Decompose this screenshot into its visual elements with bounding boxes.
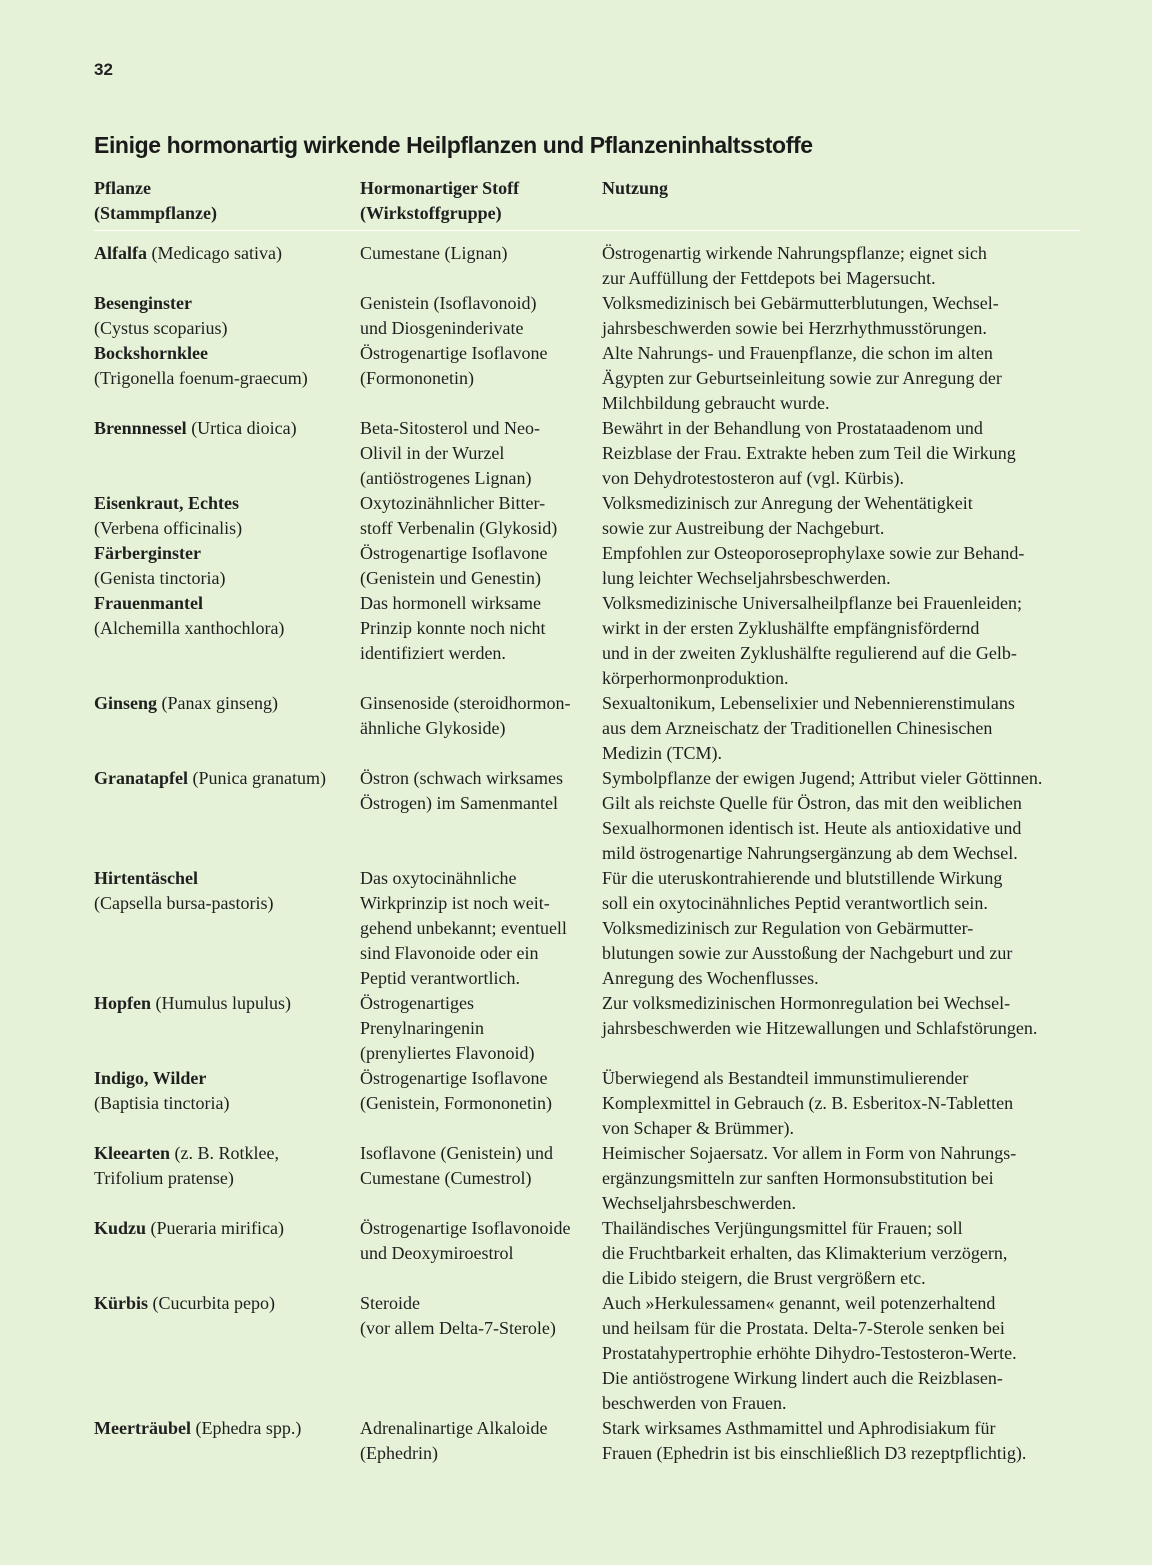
usage-line: wirkt in der ersten Zyklushälfte empfängnisfördernd [602, 618, 980, 638]
plant-name: Alfalfa [94, 243, 147, 263]
substance-line: Östrogenartige Isoflavone [360, 1068, 548, 1088]
substance-line: Beta-Sitosterol und Neo- [360, 418, 540, 438]
substance-cell [360, 291, 602, 341]
plant-latin-name: (Panax ginseng) [157, 693, 279, 713]
usage-line: von Dehydrotestosteron auf (vgl. Kürbis). [602, 468, 904, 488]
usage-cell [602, 416, 1080, 491]
usage-line: lung leichter Wechseljahrsbeschwerden. [602, 568, 891, 588]
substance-line: Steroide [360, 1293, 420, 1313]
plant-name: Besenginster [94, 293, 192, 313]
table-row [94, 291, 1080, 341]
usage-line: und in der zweiten Zyklushälfte regulierend auf die Gelb- [602, 643, 1017, 663]
substance-cell [360, 1141, 602, 1216]
plant-latin-name: (Alchemilla xanthochlora) [94, 618, 285, 638]
substance-line: und Deoxymiroestrol [360, 1243, 514, 1263]
usage-cell [602, 1141, 1080, 1216]
table-row [94, 1416, 1080, 1466]
usage-cell [602, 591, 1080, 691]
substance-cell [360, 541, 602, 591]
plant-line [94, 1216, 360, 1241]
substance-cell [360, 416, 602, 491]
usage-line: Milchbildung gebraucht wurde. [602, 393, 830, 413]
plant-name: Ginseng [94, 693, 158, 713]
plant-line [94, 866, 360, 891]
header-substance-line: Hormonartiger Stoff [360, 178, 520, 198]
substance-line: Wirkprinzip ist noch weit- [360, 893, 550, 913]
plant-cell [94, 991, 360, 1066]
usage-line: jahrsbeschwerden wie Hitzewallungen und Schlafstörungen. [602, 1018, 1038, 1038]
plant-line [94, 241, 360, 266]
usage-cell [602, 341, 1080, 416]
usage-cell [602, 766, 1080, 866]
usage-line: Stark wirksames Asthmamittel und Aphrodisiakum für [602, 1418, 996, 1438]
usage-line: Volksmedizinisch zur Regulation von Gebärmutter- [602, 918, 974, 938]
usage-line: soll ein oxytocinähnliches Peptid verantwortlich sein. [602, 893, 988, 913]
table-row [94, 991, 1080, 1066]
usage-cell [602, 1416, 1080, 1466]
usage-line: Gilt als reichste Quelle für Östron, das mit den weiblichen [602, 793, 1022, 813]
plant-latin-name: (Trigonella foenum-graecum) [94, 368, 308, 388]
plant-latin-name: (Cystus scoparius) [94, 318, 228, 338]
usage-line: zur Auffüllung der Fettdepots bei Magersucht. [602, 268, 936, 288]
plant-line [94, 1091, 360, 1116]
plant-latin-name: (z. B. Rotklee, [169, 1143, 279, 1163]
plant-latin-name: Trifolium pratense) [94, 1168, 234, 1188]
plant-cell [94, 291, 360, 341]
usage-line: Östrogenartig wirkende Nahrungspflanze; eignet sich [602, 243, 987, 263]
usage-line: Bewährt in der Behandlung von Prostataadenom und [602, 418, 983, 438]
substance-cell [360, 491, 602, 541]
substance-line: Prenylnaringenin [360, 1018, 484, 1038]
substance-line: gehend unbekannt; eventuell [360, 918, 567, 938]
substance-cell [360, 1291, 602, 1416]
page-number: 32 [94, 60, 113, 79]
plant-line [94, 691, 360, 716]
plant-line [94, 1141, 360, 1166]
plant-name: Granatapfel [94, 768, 188, 788]
substance-cell [360, 1066, 602, 1141]
plant-latin-name: (Baptisia tinctoria) [94, 1093, 230, 1113]
usage-cell [602, 691, 1080, 766]
usage-cell [602, 491, 1080, 541]
table-row [94, 1066, 1080, 1141]
usage-line: Die antiöstrogene Wirkung lindert auch die Reizblasen- [602, 1368, 1003, 1388]
plant-name: Bockshornklee [94, 343, 209, 363]
plant-cell [94, 1216, 360, 1291]
usage-line: Zur volksmedizinischen Hormonregulation bei Wechsel- [602, 993, 1011, 1013]
usage-cell [602, 1066, 1080, 1141]
table-row [94, 1216, 1080, 1291]
plant-latin-name: (Humulus lupulus) [151, 993, 292, 1013]
substance-cell [360, 766, 602, 866]
header-usage [602, 176, 1080, 226]
table-row [94, 1291, 1080, 1416]
substance-cell [360, 1216, 602, 1291]
plant-cell [94, 541, 360, 591]
table-row [94, 866, 1080, 991]
usage-line: Ägypten zur Geburtseinleitung sowie zur Anregung der [602, 368, 1002, 388]
plant-name: Indigo, Wilder [94, 1068, 207, 1088]
usage-line: Für die uteruskontrahierende und blutstillende Wirkung [602, 868, 1003, 888]
plant-latin-name: (Urtica dioica) [186, 418, 297, 438]
substance-cell [360, 241, 602, 291]
usage-line: Sexualtonikum, Lebenselixier und Nebennierenstimulans [602, 693, 1015, 713]
substance-line: stoff Verbenalin (Glykosid) [360, 518, 558, 538]
plant-cell [94, 491, 360, 541]
usage-line: und heilsam für die Prostata. Delta-7-Sterole senken bei [602, 1318, 1005, 1338]
usage-line: Frauen (Ephedrin ist bis einschließlich D3 rezeptpflichtig). [602, 1443, 1027, 1463]
substance-line: Isoflavone (Genistein) und [360, 1143, 553, 1163]
plant-name: Hirtentäschel [94, 868, 198, 888]
plant-name: Meerträubel [94, 1418, 191, 1438]
plant-line [94, 341, 360, 366]
substance-cell [360, 991, 602, 1066]
usage-line: ergänzungsmitteln zur sanften Hormonsubstitution bei [602, 1168, 994, 1188]
plant-line [94, 1291, 360, 1316]
substance-line: (vor allem Delta-7-Sterole) [360, 1318, 556, 1338]
substance-line: Peptid verantwortlich. [360, 968, 520, 988]
plant-line [94, 316, 360, 341]
plant-cell [94, 1141, 360, 1216]
usage-line: körperhormonproduktion. [602, 668, 789, 688]
plant-cell [94, 416, 360, 491]
header-plant-line: (Stammpflanze) [94, 203, 217, 223]
plant-name: Kudzu [94, 1218, 147, 1238]
usage-line: mild östrogenartige Nahrungsergänzung ab dem Wechsel. [602, 843, 1018, 863]
substance-line: Östrogen) im Samenmantel [360, 793, 558, 813]
usage-line: Alte Nahrungs- und Frauenpflanze, die schon im alten [602, 343, 993, 363]
table-row [94, 691, 1080, 766]
table-row [94, 416, 1080, 491]
plant-cell [94, 866, 360, 991]
plant-latin-name: (Genista tinctoria) [94, 568, 226, 588]
herb-table [94, 176, 1080, 1466]
page-title: Einige hormonartig wirkende Heilpflanzen und Pflanzeninhaltsstoffe [94, 132, 813, 158]
header-plant-line: Pflanze [94, 178, 151, 198]
usage-line: aus dem Arzneischatz der Traditionellen Chinesischen [602, 718, 993, 738]
plant-latin-name: (Medicago sativa) [147, 243, 282, 263]
substance-line: Cumestane (Lignan) [360, 243, 508, 263]
plant-line [94, 516, 360, 541]
substance-line: sind Flavonoide oder ein [360, 943, 539, 963]
plant-cell [94, 241, 360, 291]
usage-cell [602, 1216, 1080, 1291]
table-row [94, 541, 1080, 591]
plant-cell [94, 1291, 360, 1416]
usage-cell [602, 991, 1080, 1066]
usage-cell [602, 866, 1080, 991]
usage-line: die Fruchtbarkeit erhalten, das Klimakterium verzögern, [602, 1243, 1008, 1263]
plant-line [94, 991, 360, 1016]
plant-cell [94, 591, 360, 691]
substance-line: (prenyliertes Flavonoid) [360, 1043, 535, 1063]
usage-line: Anregung des Wochenflusses. [602, 968, 819, 988]
usage-line: Symbolpflanze der ewigen Jugend; Attribut vieler Göttinnen. [602, 768, 1043, 788]
header-substance-line: (Wirkstoffgruppe) [360, 203, 502, 223]
table-header [94, 176, 1080, 231]
plant-name: Eisenkraut, Echtes [94, 493, 240, 513]
usage-line: Volksmedizinisch bei Gebärmutterblutungen, Wechsel- [602, 293, 999, 313]
substance-cell [360, 691, 602, 766]
substance-cell [360, 341, 602, 416]
usage-line: Volksmedizinisch zur Anregung der Wehentätigkeit [602, 493, 973, 513]
usage-cell [602, 541, 1080, 591]
usage-line: Reizblase der Frau. Extrakte heben zum Teil die Wirkung [602, 443, 1016, 463]
substance-line: Adrenalinartige Alkaloide [360, 1418, 548, 1438]
usage-cell [602, 291, 1080, 341]
substance-line: (antiöstrogenes Lignan) [360, 468, 532, 488]
usage-line: Empfohlen zur Osteoporoseprophylaxe sowie zur Behand- [602, 543, 1025, 563]
plant-line [94, 491, 360, 516]
plant-line [94, 291, 360, 316]
substance-line: Prinzip konnte noch nicht [360, 618, 546, 638]
substance-line: (Genistein und Genestin) [360, 568, 541, 588]
plant-line [94, 591, 360, 616]
header-plant [94, 176, 360, 226]
plant-latin-name: (Verbena officinalis) [94, 518, 243, 538]
substance-cell [360, 866, 602, 991]
substance-line: Das oxytocinähnliche [360, 868, 517, 888]
substance-line: (Ephedrin) [360, 1443, 438, 1463]
substance-line: Östrogenartiges [360, 993, 474, 1013]
substance-line: (Formononetin) [360, 368, 474, 388]
table-row [94, 491, 1080, 541]
plant-line [94, 1416, 360, 1441]
usage-line: Auch »Herkulessamen« genannt, weil potenzerhaltend [602, 1293, 996, 1313]
usage-line: Prostatahypertrophie erhöhte Dihydro-Testosteron-Werte. [602, 1343, 1017, 1363]
usage-line: jahrsbeschwerden sowie bei Herzrhythmusstörungen. [602, 318, 987, 338]
plant-name: Kürbis [94, 1293, 149, 1313]
plant-line [94, 1066, 360, 1091]
usage-line: von Schaper & Brümmer). [602, 1118, 794, 1138]
substance-line: identifiziert werden. [360, 643, 506, 663]
plant-cell [94, 1416, 360, 1466]
usage-cell [602, 1291, 1080, 1416]
substance-line: Olivil in der Wurzel [360, 443, 505, 463]
usage-line: Sexualhormonen identisch ist. Heute als antioxidative und [602, 818, 1022, 838]
usage-line: Medizin (TCM). [602, 743, 722, 763]
substance-line: Das hormonell wirksame [360, 593, 541, 613]
usage-line: Thailändisches Verjüngungsmittel für Frauen; soll [602, 1218, 963, 1238]
table-row [94, 1141, 1080, 1216]
plant-latin-name: (Capsella bursa-pastoris) [94, 893, 274, 913]
substance-line: Genistein (Isoflavonoid) [360, 293, 537, 313]
substance-line: (Genistein, Formononetin) [360, 1093, 552, 1113]
plant-line [94, 616, 360, 641]
substance-line: Östrogenartige Isoflavone [360, 543, 548, 563]
usage-line: Wechseljahrsbeschwerden. [602, 1193, 796, 1213]
table-row [94, 341, 1080, 416]
plant-cell [94, 1066, 360, 1141]
table-body [94, 231, 1080, 1466]
plant-line [94, 541, 360, 566]
plant-line [94, 1166, 360, 1191]
plant-name: Kleearten [94, 1143, 170, 1163]
plant-name: Färberginster [94, 543, 201, 563]
substance-line: Östrogenartige Isoflavone [360, 343, 548, 363]
plant-cell [94, 691, 360, 766]
plant-latin-name: (Cucurbita pepo) [148, 1293, 275, 1313]
usage-line: blutungen sowie zur Ausstoßung der Nachgeburt und zur [602, 943, 1013, 963]
header-substance [360, 176, 602, 226]
table-row [94, 241, 1080, 291]
plant-name: Frauenmantel [94, 593, 203, 613]
plant-line [94, 566, 360, 591]
usage-line: sowie zur Austreibung der Nachgeburt. [602, 518, 885, 538]
substance-line: und Diosgeninderivate [360, 318, 524, 338]
header-usage-line: Nutzung [602, 178, 669, 198]
table-row [94, 591, 1080, 691]
plant-name: Brennnessel [94, 418, 187, 438]
usage-line: Heimischer Sojaersatz. Vor allem in Form von Nahrungs- [602, 1143, 1017, 1163]
substance-cell [360, 1416, 602, 1466]
plant-latin-name: (Pueraria mirifica) [146, 1218, 284, 1238]
usage-cell [602, 241, 1080, 291]
plant-latin-name: (Punica granatum) [188, 768, 326, 788]
usage-line: Komplexmittel in Gebrauch (z. B. Esberitox-N-Tabletten [602, 1093, 1014, 1113]
plant-cell [94, 766, 360, 866]
substance-cell [360, 591, 602, 691]
plant-latin-name: (Ephedra spp.) [190, 1418, 302, 1438]
substance-line: Östrogenartige Isoflavonoide [360, 1218, 571, 1238]
plant-cell [94, 341, 360, 416]
table-row [94, 766, 1080, 866]
plant-line [94, 416, 360, 441]
usage-line: beschwerden von Frauen. [602, 1393, 787, 1413]
plant-line [94, 891, 360, 916]
plant-line [94, 766, 360, 791]
substance-line: Östron (schwach wirksames [360, 768, 563, 788]
usage-line: Überwiegend als Bestandteil immunstimulierender [602, 1068, 969, 1088]
substance-line: ähnliche Glykoside) [360, 718, 506, 738]
usage-line: Volksmedizinische Universalheilpflanze bei Frauenleiden; [602, 593, 1023, 613]
substance-line: Cumestane (Cumestrol) [360, 1168, 532, 1188]
plant-name: Hopfen [94, 993, 152, 1013]
plant-line [94, 366, 360, 391]
substance-line: Ginsenoside (steroidhormon- [360, 693, 571, 713]
substance-line: Oxytozinähnlicher Bitter- [360, 493, 546, 513]
usage-line: die Libido steigern, die Brust vergrößern etc. [602, 1268, 926, 1288]
